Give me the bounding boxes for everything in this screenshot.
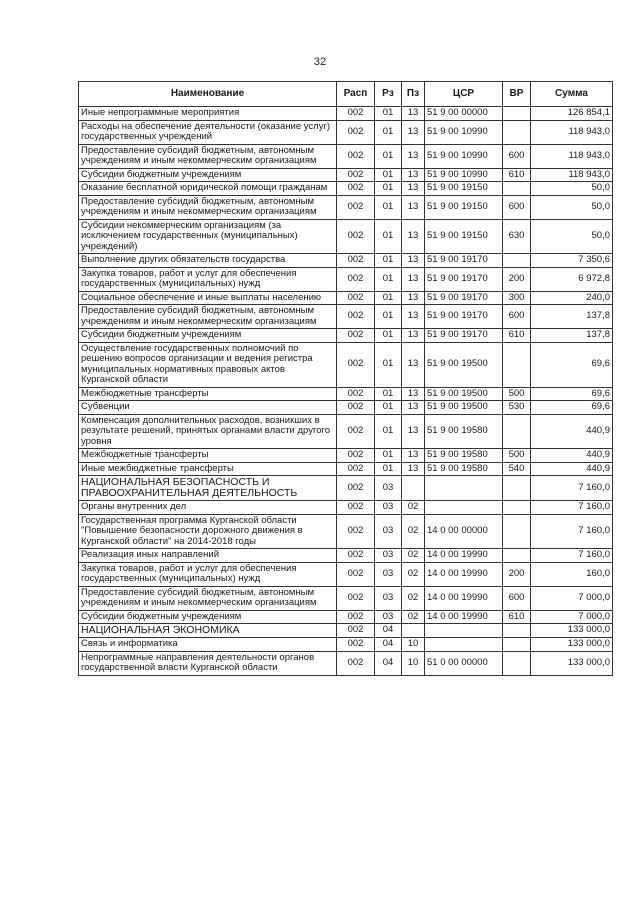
cell-sum: 7 000,0 xyxy=(531,586,613,610)
cell-rz: 04 xyxy=(375,638,402,652)
cell-pz: 13 xyxy=(402,254,425,268)
cell-sum: 50,0 xyxy=(531,195,613,219)
cell-rasp: 002 xyxy=(337,449,375,463)
cell-pz xyxy=(402,476,425,501)
table-row xyxy=(79,462,613,476)
table-row xyxy=(79,638,613,652)
header-rz: Рз xyxy=(375,82,402,107)
table-row xyxy=(79,387,613,401)
cell-rasp: 002 xyxy=(337,638,375,652)
cell-sum: 133 000,0 xyxy=(531,638,613,652)
cell-vr xyxy=(503,624,531,638)
cell-rz: 01 xyxy=(375,342,402,387)
cell-pz: 13 xyxy=(402,168,425,182)
cell-sum: 69,6 xyxy=(531,401,613,415)
cell-rz: 01 xyxy=(375,414,402,449)
cell-name: Государственная программа Курганской области "Повышение безопасности дорожного движения в Курганской области" на 2014-2018 годы xyxy=(79,514,337,549)
table-row xyxy=(79,549,613,563)
table-row xyxy=(79,144,613,168)
cell-rz: 01 xyxy=(375,267,402,291)
cell-rasp: 002 xyxy=(337,107,375,121)
cell-rz: 03 xyxy=(375,476,402,501)
cell-csr: 14 0 00 19990 xyxy=(425,549,503,563)
cell-vr: 610 xyxy=(503,329,531,343)
cell-csr: 51 9 00 19170 xyxy=(425,291,503,305)
cell-csr: 51 9 00 10990 xyxy=(425,168,503,182)
cell-rz: 01 xyxy=(375,182,402,196)
cell-csr: 51 0 00 00000 xyxy=(425,651,503,675)
cell-sum: 137,8 xyxy=(531,305,613,329)
page-number: 32 xyxy=(313,56,327,68)
cell-rasp: 002 xyxy=(337,329,375,343)
cell-sum: 7 160,0 xyxy=(531,549,613,563)
cell-pz: 02 xyxy=(402,610,425,624)
cell-csr: 51 9 00 10990 xyxy=(425,120,503,144)
cell-csr xyxy=(425,638,503,652)
cell-rasp: 002 xyxy=(337,462,375,476)
cell-sum: 133 000,0 xyxy=(531,624,613,638)
cell-pz: 02 xyxy=(402,501,425,515)
cell-sum: 133 000,0 xyxy=(531,651,613,675)
cell-pz: 13 xyxy=(402,182,425,196)
cell-pz xyxy=(402,624,425,638)
cell-rasp: 002 xyxy=(337,342,375,387)
cell-vr xyxy=(503,414,531,449)
cell-name: Субсидии некоммерческим организациям (за исключением государственных (муниципальных) учреждений) xyxy=(79,219,337,254)
cell-name: Социальное обеспечение и иные выплаты населению xyxy=(79,291,337,305)
cell-pz: 13 xyxy=(402,267,425,291)
table-row xyxy=(79,120,613,144)
cell-csr: 51 9 00 19150 xyxy=(425,219,503,254)
cell-rz: 01 xyxy=(375,305,402,329)
cell-vr: 630 xyxy=(503,219,531,254)
cell-csr: 14 0 00 19990 xyxy=(425,586,503,610)
cell-sum: 69,6 xyxy=(531,342,613,387)
cell-name: Расходы на обеспечение деятельности (оказание услуг) государственных учреждений xyxy=(79,120,337,144)
cell-vr xyxy=(503,651,531,675)
cell-csr: 51 9 00 10990 xyxy=(425,144,503,168)
cell-rz: 01 xyxy=(375,144,402,168)
cell-name: Предоставление субсидий бюджетным, автономным учреждениям и иным некоммерческим организациям xyxy=(79,586,337,610)
table-row xyxy=(79,254,613,268)
cell-rasp: 002 xyxy=(337,401,375,415)
cell-sum: 7 160,0 xyxy=(531,476,613,501)
cell-csr: 51 9 00 19150 xyxy=(425,182,503,196)
cell-sum: 7 160,0 xyxy=(531,501,613,515)
cell-vr xyxy=(503,254,531,268)
cell-name: Выполнение других обязательств государства xyxy=(79,254,337,268)
cell-rasp: 002 xyxy=(337,651,375,675)
cell-pz: 02 xyxy=(402,586,425,610)
cell-rz: 01 xyxy=(375,291,402,305)
cell-name: Предоставление субсидий бюджетным, автономным учреждениям и иным некоммерческим организациям xyxy=(79,144,337,168)
cell-vr: 610 xyxy=(503,610,531,624)
cell-sum: 7 160,0 xyxy=(531,514,613,549)
table-row xyxy=(79,610,613,624)
cell-sum: 7 350,6 xyxy=(531,254,613,268)
cell-rz: 03 xyxy=(375,586,402,610)
cell-vr xyxy=(503,501,531,515)
cell-vr xyxy=(503,107,531,121)
cell-vr xyxy=(503,342,531,387)
cell-csr: 51 9 00 19500 xyxy=(425,401,503,415)
cell-pz: 13 xyxy=(402,219,425,254)
cell-pz: 13 xyxy=(402,107,425,121)
cell-sum: 50,0 xyxy=(531,219,613,254)
cell-pz: 10 xyxy=(402,651,425,675)
cell-pz: 02 xyxy=(402,562,425,586)
cell-csr: 51 9 00 19170 xyxy=(425,267,503,291)
cell-sum: 440,9 xyxy=(531,449,613,463)
cell-sum: 440,9 xyxy=(531,462,613,476)
table-row xyxy=(79,562,613,586)
cell-csr: 51 9 00 19580 xyxy=(425,462,503,476)
cell-rz: 01 xyxy=(375,329,402,343)
cell-name: Субсидии бюджетным учреждениям xyxy=(79,168,337,182)
cell-rasp: 002 xyxy=(337,120,375,144)
cell-name: Оказание бесплатной юридической помощи гражданам xyxy=(79,182,337,196)
cell-name: НАЦИОНАЛЬНАЯ ЭКОНОМИКА xyxy=(79,624,337,638)
cell-vr: 600 xyxy=(503,305,531,329)
cell-pz: 13 xyxy=(402,449,425,463)
cell-rz: 03 xyxy=(375,514,402,549)
table-row xyxy=(79,291,613,305)
cell-rasp: 002 xyxy=(337,144,375,168)
cell-csr: 51 9 00 19580 xyxy=(425,414,503,449)
cell-pz: 13 xyxy=(402,144,425,168)
cell-rz: 01 xyxy=(375,107,402,121)
cell-rz: 01 xyxy=(375,219,402,254)
cell-pz: 10 xyxy=(402,638,425,652)
cell-name: Предоставление субсидий бюджетным, автономным учреждениям и иным некоммерческим организациям xyxy=(79,305,337,329)
cell-rasp: 002 xyxy=(337,267,375,291)
cell-vr xyxy=(503,120,531,144)
cell-rz: 01 xyxy=(375,401,402,415)
cell-rasp: 002 xyxy=(337,586,375,610)
header-rasp: Расп xyxy=(337,82,375,107)
cell-rz: 01 xyxy=(375,462,402,476)
cell-rz: 03 xyxy=(375,562,402,586)
cell-vr: 530 xyxy=(503,401,531,415)
cell-rz: 04 xyxy=(375,651,402,675)
cell-pz: 13 xyxy=(402,195,425,219)
cell-vr xyxy=(503,514,531,549)
section-row xyxy=(79,624,613,638)
cell-rz: 01 xyxy=(375,387,402,401)
cell-rasp: 002 xyxy=(337,501,375,515)
cell-sum: 7 000,0 xyxy=(531,610,613,624)
cell-pz: 13 xyxy=(402,414,425,449)
table-row xyxy=(79,182,613,196)
table-row xyxy=(79,168,613,182)
section-row xyxy=(79,476,613,501)
budget-table xyxy=(78,81,613,676)
cell-pz: 13 xyxy=(402,329,425,343)
cell-csr: 51 9 00 19170 xyxy=(425,329,503,343)
cell-name: Связь и информатика xyxy=(79,638,337,652)
cell-pz: 13 xyxy=(402,462,425,476)
cell-rz: 01 xyxy=(375,168,402,182)
cell-rz: 04 xyxy=(375,624,402,638)
cell-rasp: 002 xyxy=(337,254,375,268)
cell-vr xyxy=(503,638,531,652)
cell-name: Органы внутренних дел xyxy=(79,501,337,515)
table-body xyxy=(79,107,613,676)
cell-sum: 240,0 xyxy=(531,291,613,305)
cell-vr: 600 xyxy=(503,195,531,219)
cell-pz: 02 xyxy=(402,549,425,563)
cell-csr xyxy=(425,624,503,638)
table-row xyxy=(79,342,613,387)
cell-csr: 51 9 00 19150 xyxy=(425,195,503,219)
cell-name: Иные непрограммные мероприятия xyxy=(79,107,337,121)
cell-sum: 160,0 xyxy=(531,562,613,586)
cell-sum: 126 854,1 xyxy=(531,107,613,121)
cell-rz: 01 xyxy=(375,195,402,219)
cell-rasp: 002 xyxy=(337,610,375,624)
table-row xyxy=(79,449,613,463)
cell-pz: 13 xyxy=(402,305,425,329)
table-row xyxy=(79,651,613,675)
cell-rasp: 002 xyxy=(337,182,375,196)
cell-name: Осуществление государственных полномочий по решению вопросов организации и ведения регистра муниципальных нормативных правовых актов Курганской области xyxy=(79,342,337,387)
cell-vr xyxy=(503,549,531,563)
cell-vr: 200 xyxy=(503,562,531,586)
cell-name: Закупка товаров, работ и услуг для обеспечения государственных (муниципальных) нужд xyxy=(79,562,337,586)
cell-csr: 51 9 00 19500 xyxy=(425,387,503,401)
cell-name: Субвенции xyxy=(79,401,337,415)
cell-name: Межбюджетные трансферты xyxy=(79,449,337,463)
cell-rasp: 002 xyxy=(337,414,375,449)
cell-vr: 500 xyxy=(503,449,531,463)
cell-rasp: 002 xyxy=(337,305,375,329)
cell-pz: 13 xyxy=(402,342,425,387)
cell-vr: 200 xyxy=(503,267,531,291)
cell-rz: 03 xyxy=(375,501,402,515)
table-row xyxy=(79,414,613,449)
cell-name: НАЦИОНАЛЬНАЯ БЕЗОПАСНОСТЬ И ПРАВООХРАНИТЕЛЬНАЯ ДЕЯТЕЛЬНОСТЬ xyxy=(79,476,337,501)
cell-rasp: 002 xyxy=(337,549,375,563)
table-row xyxy=(79,514,613,549)
cell-csr: 14 0 00 19990 xyxy=(425,562,503,586)
cell-rasp: 002 xyxy=(337,291,375,305)
cell-pz: 13 xyxy=(402,120,425,144)
cell-rasp: 002 xyxy=(337,514,375,549)
cell-name: Межбюджетные трансферты xyxy=(79,387,337,401)
cell-csr xyxy=(425,501,503,515)
cell-name: Реализация иных направлений xyxy=(79,549,337,563)
cell-vr: 600 xyxy=(503,586,531,610)
cell-pz: 02 xyxy=(402,514,425,549)
cell-pz: 13 xyxy=(402,387,425,401)
cell-rz: 01 xyxy=(375,449,402,463)
header-pz: Пз xyxy=(402,82,425,107)
cell-rz: 03 xyxy=(375,610,402,624)
table-row xyxy=(79,329,613,343)
cell-csr: 14 0 00 00000 xyxy=(425,514,503,549)
cell-name: Непрограммные направления деятельности органов государственной власти Курганской области xyxy=(79,651,337,675)
cell-name: Субсидии бюджетным учреждениям xyxy=(79,610,337,624)
cell-sum: 69,6 xyxy=(531,387,613,401)
cell-csr: 51 9 00 00000 xyxy=(425,107,503,121)
cell-csr: 51 9 00 19170 xyxy=(425,254,503,268)
table-row xyxy=(79,195,613,219)
cell-rasp: 002 xyxy=(337,387,375,401)
cell-vr xyxy=(503,476,531,501)
cell-rasp: 002 xyxy=(337,219,375,254)
cell-vr: 300 xyxy=(503,291,531,305)
cell-sum: 50,0 xyxy=(531,182,613,196)
cell-sum: 6 972,8 xyxy=(531,267,613,291)
cell-csr: 51 9 00 19170 xyxy=(425,305,503,329)
cell-rz: 03 xyxy=(375,549,402,563)
cell-sum: 137,8 xyxy=(531,329,613,343)
cell-csr: 14 0 00 19990 xyxy=(425,610,503,624)
cell-rasp: 002 xyxy=(337,168,375,182)
table-row xyxy=(79,107,613,121)
header-sum: Сумма xyxy=(531,82,613,107)
cell-vr: 540 xyxy=(503,462,531,476)
cell-rz: 01 xyxy=(375,254,402,268)
cell-sum: 440,9 xyxy=(531,414,613,449)
table-row xyxy=(79,219,613,254)
header-vr: ВР xyxy=(503,82,531,107)
header-name: Наименование xyxy=(79,82,337,107)
table-row xyxy=(79,305,613,329)
cell-sum: 118 943,0 xyxy=(531,120,613,144)
table-row xyxy=(79,267,613,291)
table-row xyxy=(79,501,613,515)
cell-vr: 610 xyxy=(503,168,531,182)
cell-vr xyxy=(503,182,531,196)
cell-sum: 118 943,0 xyxy=(531,168,613,182)
cell-rasp: 002 xyxy=(337,562,375,586)
cell-csr: 51 9 00 19580 xyxy=(425,449,503,463)
cell-name: Иные межбюджетные трансферты xyxy=(79,462,337,476)
cell-name: Предоставление субсидий бюджетным, автономным учреждениям и иным некоммерческим организациям xyxy=(79,195,337,219)
cell-name: Субсидии бюджетным учреждениям xyxy=(79,329,337,343)
cell-pz: 13 xyxy=(402,401,425,415)
table-row xyxy=(79,401,613,415)
cell-csr: 51 9 00 19500 xyxy=(425,342,503,387)
table-header-row xyxy=(79,82,613,107)
cell-name: Компенсация дополнительных расходов, возникших в результате решений, принятых органами власти другого уровня xyxy=(79,414,337,449)
header-csr: ЦСР xyxy=(425,82,503,107)
cell-rasp: 002 xyxy=(337,476,375,501)
cell-rz: 01 xyxy=(375,120,402,144)
cell-vr: 600 xyxy=(503,144,531,168)
table-row xyxy=(79,586,613,610)
cell-vr: 500 xyxy=(503,387,531,401)
cell-rasp: 002 xyxy=(337,195,375,219)
cell-pz: 13 xyxy=(402,291,425,305)
cell-name: Закупка товаров, работ и услуг для обеспечения государственных (муниципальных) нужд xyxy=(79,267,337,291)
cell-rasp: 002 xyxy=(337,624,375,638)
cell-csr xyxy=(425,476,503,501)
cell-sum: 118 943,0 xyxy=(531,144,613,168)
